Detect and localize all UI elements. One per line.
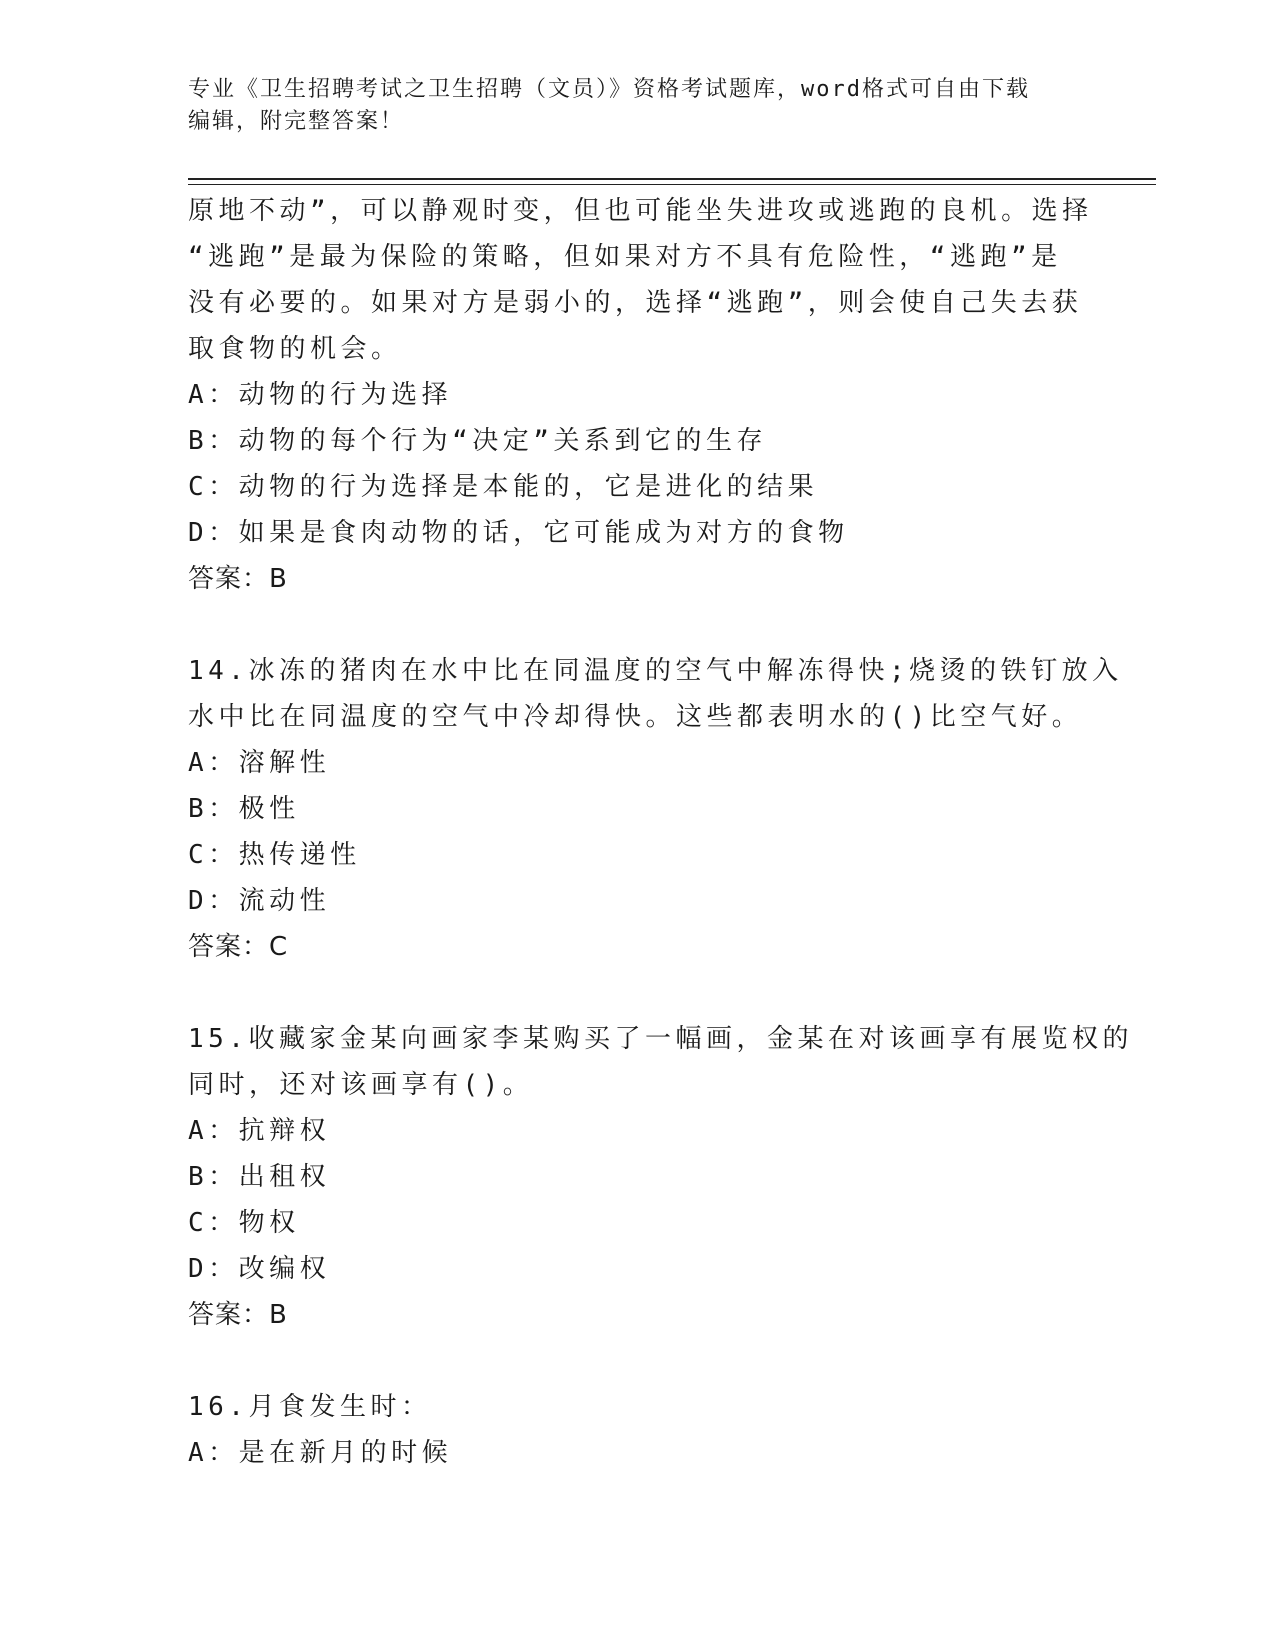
question-stem-line: 原地不动”，可以静观时变，但也可能坐失进攻或逃跑的良机。选择 [188,196,1093,226]
question-stem-line: 没有必要的。如果对方是弱小的，选择“逃跑”，则会使自己失去获 [188,288,1083,318]
header-line-2: 编辑，附完整答案！ [188,109,405,134]
header-line-1: 专业《卫生招聘考试之卫生招聘（文员）》资格考试题库，word格式可自由下载 [188,77,1030,102]
header-divider-thick [188,178,1156,180]
question-spacer [188,970,1088,1016]
question-block-14 [188,648,1123,970]
option-b: B：动物的每个行为“决定”关系到它的生存 [188,426,767,456]
header-divider-thin [188,184,1156,185]
question-stem-line: 水中比在同温度的空气中冷却得快。这些都表明水的()比空气好。 [188,702,1083,732]
option-a: A：是在新月的时候 [188,1438,453,1468]
answer-line: 答案：B [188,564,288,594]
option-c: C：物权 [188,1208,300,1238]
option-c: C：热传递性 [188,840,361,870]
option-d: D：如果是食肉动物的话，它可能成为对方的食物 [188,518,849,548]
question-content [188,188,1133,1476]
question-block-previous [188,188,1093,602]
answer-line: 答案：C [188,932,289,962]
question-stem-line: 14.冰冻的猪肉在水中比在同温度的空气中解冻得快;烧烫的铁钉放入 [188,656,1123,686]
document-header [188,74,1078,138]
option-b: B：极性 [188,794,300,824]
question-stem-line: 15.收藏家金某向画家李某购买了一幅画，金某在对该画享有展览权的 [188,1024,1133,1054]
question-stem-line: 同时，还对该画享有()。 [188,1070,534,1100]
question-spacer [188,1338,1088,1384]
option-a: A：抗辩权 [188,1116,331,1146]
question-stem-line: 16.月食发生时： [188,1392,432,1422]
option-a: A：溶解性 [188,748,331,778]
question-block-16 [188,1384,1088,1476]
answer-line: 答案：B [188,1300,288,1330]
option-a: A：动物的行为选择 [188,380,453,410]
question-block-15 [188,1016,1133,1338]
option-d: D：改编权 [188,1254,331,1284]
option-c: C：动物的行为选择是本能的，它是进化的结果 [188,472,819,502]
question-stem-line: 取食物的机会。 [188,334,402,364]
question-stem-line: “逃跑”是最为保险的策略，但如果对方不具有危险性，“逃跑”是 [188,242,1062,272]
option-d: D：流动性 [188,886,331,916]
question-spacer [188,602,1088,648]
option-b: B：出租权 [188,1162,331,1192]
